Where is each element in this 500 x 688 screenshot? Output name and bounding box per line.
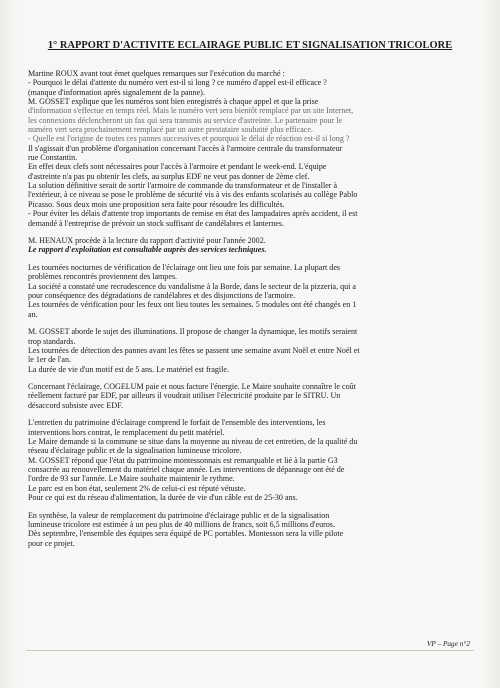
text-line: Martine ROUX avant tout émet quelques remarques sur l'exécution du marché : xyxy=(28,69,285,78)
text-line: Les tournées de détection des pannes avant les fêtes se passent une semaine avant Noël et entre Noël et xyxy=(28,345,360,355)
text-line: d'information s'effectue en temps réel. Mais le numéro vert sera bientôt remplacé par un site Internet, xyxy=(28,106,354,116)
text-line: M. HENAUX procède à la lecture du rapport d'activité pour l'année 2002. xyxy=(28,236,266,246)
text-line: d'astreinte n'a pas pu obtenir les clefs, au surplus EDF ne veut pas donner de 2ème clef. xyxy=(28,171,310,181)
text-line: En synthèse, la valeur de remplacement du patrimoine d'éclairage public et de la signalisation xyxy=(28,510,330,520)
text-line: rue Constantin. xyxy=(28,153,78,163)
text-line: L'entretien du patrimoine d'éclairage comprend le forfait de l'ensemble des interventions, les xyxy=(28,418,326,428)
text-line: Pour ce qui est du réseau d'alimentation, la durée de vie d'un câble est de 25-30 ans. xyxy=(28,493,298,503)
text-line: La société a constaté une recrudescence du vandalisme à la Borde, dans le secteur de la pizzeria, qui a xyxy=(28,281,356,291)
text-line: En effet deux clefs sont nécessaires pour l'accès à l'armoire et pendant le week-end. L'équipe xyxy=(28,162,327,172)
text-line: La solution définitive serait de sortir l'armoire de commande du transformateur et de l'installer à xyxy=(28,181,338,191)
paragraph-synthesis xyxy=(28,511,472,548)
text-line: Les tournées de vérification pour les feux ont lieu toutes les semaines. 5 modules ont été changés en 1 xyxy=(28,300,357,310)
text-line: Les tournées nocturnes de vérification de l'éclairage ont lieu une fois par semaine. La plupart des xyxy=(28,262,341,272)
text-line: interventions hors contrat, le remplacement du petit matériel. xyxy=(28,427,225,437)
section-title: 1° RAPPORT D'ACTIVITE ECLAIRAGE PUBLIC ET SIGNALISATION TRICOLORE xyxy=(47,40,453,51)
text-line: an. xyxy=(28,309,38,319)
text-line: Dès septembre, l'ensemble des équipes sera équipé de PC portables. Montesson sera la ville pilote xyxy=(28,529,344,539)
paragraph-energy xyxy=(28,382,472,410)
text-line: - Pour éviter les délais d'attente trop importants de remise en état des lampadaires après accident, il est xyxy=(28,209,358,219)
text-line: Le parc est en bon état, seulement 2% de celui-ci est réputé vétuste. xyxy=(28,483,246,493)
paragraph-activity-report xyxy=(28,236,472,255)
text-line: M. GOSSET explique que les numéros sont bien enregistrés à chaque appel et que la prise xyxy=(28,97,319,107)
text-line: pour conséquence des dégradations de candélabres et des disjonctions de l'armoire. xyxy=(28,290,296,300)
paragraph-illuminations xyxy=(28,327,472,374)
text-line: demandé à l'entreprise de prévoir un stock suffisant de candélabres et lanternes. xyxy=(28,218,285,228)
text-line: le 1er de l'an. xyxy=(28,355,72,365)
text-line: les connexions déclencheront un fax qui sera transmis au service d'astreinte. Le partenaire pour le xyxy=(28,115,343,125)
text-line: Concernant l'éclairage, COGELUM paie et nous facture l'énergie. Le Maire souhaite connaître le coût xyxy=(28,382,356,392)
page-footer: VP – Page n°2 xyxy=(426,639,470,648)
text-line: désaccord subsiste avec EDF. xyxy=(28,400,123,410)
text-line: (manque d'information après signalement de la panne). xyxy=(28,87,205,97)
paragraph-remarks xyxy=(28,69,472,228)
text-line: numéro vert sera prochainement remplacé par un autre prestataire souhaité plus efficace. xyxy=(28,125,313,135)
text-line: M. GOSSET aborde le sujet des illuminations. Il propose de changer la dynamique, les motifs seraient xyxy=(28,327,358,337)
text-line: l'ordre de 93 sur l'année. Le Maire souhaite maintenir le rythme. xyxy=(28,474,235,484)
paragraph-maintenance xyxy=(28,418,472,502)
text-line: réseau d'éclairage public et de la signalisation lumineuse tricolore. xyxy=(28,446,242,456)
text-line: Le Maire demande si la commune se situe dans la moyenne au niveau de cet entretien, de la qualité du xyxy=(28,436,358,446)
text-line-emphasis: Le rapport d'exploitation est consultable auprès des services techniques. xyxy=(28,245,267,255)
text-line: Picasso. Sous deux mois une proposition sera faite pour résoudre les difficultés. xyxy=(28,199,285,209)
footer-rule xyxy=(26,650,474,651)
text-line: - Quelle est l'origine de toutes ces pannes successives et pourquoi le délai de réaction est-il si long ? xyxy=(28,134,350,144)
text-line: problèmes rencontrés proviennent des lampes. xyxy=(28,272,178,282)
text-line: l'extérieur, à ce niveau se pose le problème de sécurité vis à vis des enfants scolarisés au collège Pablo xyxy=(28,190,358,200)
text-line: - Pourquoi le délai d'attente du numéro vert est-il si long ? ce numéro d'appel est-il efficace ? xyxy=(28,78,327,88)
text-line: Il s'agissait d'un problème d'organisation concernant l'accès à l'armoire centrale du transformateur xyxy=(28,143,343,153)
text-line: réellement facturé par EDF, par ailleurs il voudrait utiliser l'électricité produite par le SITRU. Un xyxy=(28,391,341,401)
text-line: La durée de vie d'un motif est de 5 ans. Le matériel est fragile. xyxy=(28,364,229,374)
text-line: pour ce projet. xyxy=(28,538,75,548)
text-line: consacrée au renouvellement du matériel chaque année. Les interventions de dépannage ont été de xyxy=(28,465,345,474)
text-line: lumineuse tricolore est estimée à un peu plus de 40 millions de francs, soit 6,5 millions d'euros. xyxy=(28,519,335,529)
paragraph-inspections xyxy=(28,263,472,319)
text-line: M. GOSSET répond que l'état du patrimoine montessonnais est remarquable et lié à la partie G3 xyxy=(28,455,338,465)
text-line: trop standards. xyxy=(28,336,76,346)
